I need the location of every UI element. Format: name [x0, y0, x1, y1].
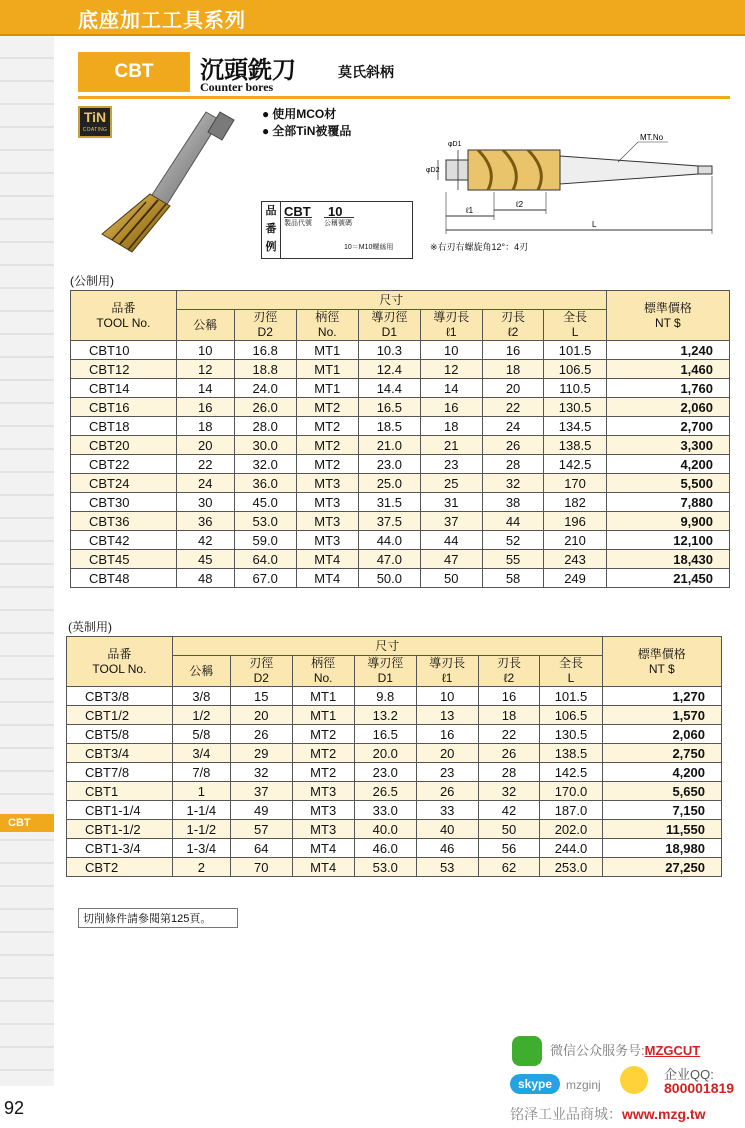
tool-no-cell: CBT10 — [71, 341, 177, 360]
spec-cell: 182 — [544, 493, 606, 512]
l2-label: ℓ2 — [516, 200, 524, 209]
spec-cell: 26.0 — [234, 398, 296, 417]
tool-no-header: 品番 TOOL No. — [71, 291, 177, 341]
spec-cell: 32 — [482, 474, 544, 493]
side-index-strip — [0, 36, 54, 1086]
spec-cell: 59.0 — [234, 531, 296, 550]
spec-cell: 22 — [482, 398, 544, 417]
price-cell: 1,240 — [606, 341, 729, 360]
spec-cell: 23.0 — [354, 763, 416, 782]
product-title: 沉頭銑刀 — [200, 57, 296, 84]
part-code-example — [261, 201, 413, 259]
tool-no-cell: CBT16 — [71, 398, 177, 417]
spec-cell: 18 — [420, 417, 482, 436]
spec-cell: 33 — [416, 801, 478, 820]
tool-no-cell: CBT30 — [71, 493, 177, 512]
column-header: 柄徑 No. — [292, 656, 354, 687]
table-row — [67, 839, 722, 858]
page-number: 92 — [4, 1098, 25, 1118]
spec-cell: MT3 — [296, 512, 358, 531]
column-header: 公稱 — [176, 310, 234, 341]
spec-cell: 196 — [544, 512, 606, 531]
table-row — [67, 763, 722, 782]
table-row — [71, 474, 730, 493]
qq-label: 企业QQ: — [664, 1067, 714, 1082]
tool-no-cell: CBT18 — [71, 417, 177, 436]
table-row — [71, 398, 730, 417]
spec-cell: 45 — [176, 550, 234, 569]
feature-item: ● 全部TiN被覆品 — [262, 123, 351, 140]
code-part-2-caption: 公稱號碼 — [324, 220, 352, 227]
column-header: 刃徑 D2 — [230, 656, 292, 687]
tool-no-cell: CBT5/8 — [67, 725, 173, 744]
spec-cell: 14.4 — [358, 379, 420, 398]
spec-cell: 142.5 — [544, 455, 606, 474]
table-row — [71, 341, 730, 360]
price-cell: 4,200 — [602, 763, 721, 782]
spec-cell: 253.0 — [540, 858, 602, 877]
price-cell: 4,200 — [606, 455, 729, 474]
column-header: 導刃徑 D1 — [354, 656, 416, 687]
price-cell: 2,750 — [602, 744, 721, 763]
spec-cell: 31.5 — [358, 493, 420, 512]
spec-cell: 26 — [230, 725, 292, 744]
spec-cell: 16.8 — [234, 341, 296, 360]
table-row — [71, 455, 730, 474]
tool-no-cell: CBT3/4 — [67, 744, 173, 763]
spec-cell: 134.5 — [544, 417, 606, 436]
table-row — [67, 801, 722, 820]
spec-cell: 50 — [478, 820, 540, 839]
product-subtitle: 莫氏斜柄 — [338, 64, 394, 80]
spec-cell: 32 — [478, 782, 540, 801]
spec-cell: 57 — [230, 820, 292, 839]
spec-cell: 25 — [420, 474, 482, 493]
column-header: 刃長 ℓ2 — [478, 656, 540, 687]
price-cell: 1,760 — [606, 379, 729, 398]
wechat-icon — [512, 1036, 542, 1066]
spec-cell: 30 — [176, 493, 234, 512]
table-row — [71, 493, 730, 512]
spec-cell: MT1 — [292, 706, 354, 725]
feature-item: ● 使用MCO材 — [262, 106, 351, 123]
spec-cell: 28 — [482, 455, 544, 474]
tool-no-cell: CBT42 — [71, 531, 177, 550]
spec-cell: 49 — [230, 801, 292, 820]
mall-watermark: 铭泽工业品商城：www.mzg.tw — [510, 1106, 706, 1122]
spec-cell: MT3 — [292, 782, 354, 801]
tin-coating-logo: TiN COATING — [78, 106, 112, 138]
spec-cell: 47 — [420, 550, 482, 569]
spec-cell: 106.5 — [544, 360, 606, 379]
column-header: 全長 L — [544, 310, 606, 341]
price-cell: 12,100 — [606, 531, 729, 550]
spec-cell: 32 — [230, 763, 292, 782]
wechat-watermark: 微信公众服务号:MZGCUT — [550, 1043, 701, 1058]
spec-cell: 16 — [416, 725, 478, 744]
table-row — [67, 687, 722, 706]
spec-cell: MT1 — [296, 360, 358, 379]
spec-cell: 16 — [482, 341, 544, 360]
spec-cell: MT2 — [296, 398, 358, 417]
spec-cell: 58 — [482, 569, 544, 588]
tool-no-cell: CBT24 — [71, 474, 177, 493]
spec-cell: 44 — [482, 512, 544, 531]
spec-cell: 18.8 — [234, 360, 296, 379]
spec-cell: MT2 — [292, 725, 354, 744]
spec-cell: 15 — [230, 687, 292, 706]
d2-label: φD2 — [426, 167, 440, 174]
spec-cell: 3/8 — [172, 687, 230, 706]
price-cell: 7,150 — [602, 801, 721, 820]
cutting-conditions-note: 切削條件請參閱第125頁。 — [78, 908, 238, 928]
spec-cell: 20 — [416, 744, 478, 763]
spec-cell: 187.0 — [540, 801, 602, 820]
spec-cell: MT3 — [296, 493, 358, 512]
spec-cell: 16 — [478, 687, 540, 706]
spec-cell: MT1 — [296, 341, 358, 360]
spec-cell: 14 — [176, 379, 234, 398]
spec-cell: MT3 — [296, 531, 358, 550]
column-header: 刃徑 D2 — [234, 310, 296, 341]
spec-cell: 50.0 — [358, 569, 420, 588]
table-row — [71, 379, 730, 398]
price-cell: 21,450 — [606, 569, 729, 588]
spec-cell: 20 — [230, 706, 292, 725]
spec-cell: 50 — [420, 569, 482, 588]
spec-cell: 52 — [482, 531, 544, 550]
spec-cell: 18 — [482, 360, 544, 379]
price-cell: 7,880 — [606, 493, 729, 512]
spec-cell: 22 — [176, 455, 234, 474]
code-part-1-caption: 製品代號 — [284, 220, 312, 227]
spec-cell: MT4 — [296, 569, 358, 588]
tool-no-cell: CBT1-1/4 — [67, 801, 173, 820]
spec-cell: 9.8 — [354, 687, 416, 706]
price-cell: 1,460 — [606, 360, 729, 379]
spec-cell: 20 — [482, 379, 544, 398]
spec-cell: 3/4 — [172, 744, 230, 763]
spec-cell: 23 — [416, 763, 478, 782]
product-title-en: Counter bores — [200, 80, 274, 94]
price-cell: 18,430 — [606, 550, 729, 569]
spec-cell: 70 — [230, 858, 292, 877]
spec-cell: 210 — [544, 531, 606, 550]
spec-cell: 243 — [544, 550, 606, 569]
table-row — [67, 744, 722, 763]
counterbore-tool-image — [88, 106, 248, 256]
spec-cell: 28 — [478, 763, 540, 782]
spec-cell: 26 — [482, 436, 544, 455]
spec-cell: 106.5 — [540, 706, 602, 725]
spec-cell: 36 — [176, 512, 234, 531]
spec-cell: 45.0 — [234, 493, 296, 512]
size-header: 尺寸 — [176, 291, 606, 310]
spec-cell: MT4 — [292, 858, 354, 877]
spec-cell: 37 — [230, 782, 292, 801]
imperial-section-label: (英制用) — [68, 620, 112, 634]
tool-no-cell: CBT1-3/4 — [67, 839, 173, 858]
spec-cell: 23 — [420, 455, 482, 474]
spec-cell: 10 — [176, 341, 234, 360]
spec-cell: 13.2 — [354, 706, 416, 725]
spec-cell: 10 — [420, 341, 482, 360]
skype-id: mzginj — [566, 1078, 601, 1092]
qq-number: 800001819 — [664, 1080, 735, 1096]
spec-cell: 53.0 — [354, 858, 416, 877]
spec-cell: 244.0 — [540, 839, 602, 858]
spec-cell: 202.0 — [540, 820, 602, 839]
size-header: 尺寸 — [172, 637, 602, 656]
code-example-label: 品 番 例 — [262, 202, 281, 258]
spec-cell: MT4 — [292, 839, 354, 858]
spiral-note: ※右刃右螺旋角12°：4刃 — [430, 242, 529, 252]
table-row — [71, 436, 730, 455]
spec-cell: 130.5 — [540, 725, 602, 744]
spec-cell: MT3 — [292, 820, 354, 839]
spec-cell: 18 — [478, 706, 540, 725]
spec-cell: 33.0 — [354, 801, 416, 820]
spec-cell: 1-3/4 — [172, 839, 230, 858]
tool-no-cell: CBT1 — [67, 782, 173, 801]
d1-label: φD1 — [448, 141, 462, 148]
title-rule — [78, 96, 730, 99]
spec-cell: MT3 — [296, 474, 358, 493]
table-row — [67, 706, 722, 725]
spec-cell: 23.0 — [358, 455, 420, 474]
spec-cell: 48 — [176, 569, 234, 588]
table-row — [71, 531, 730, 550]
spec-cell: 53.0 — [234, 512, 296, 531]
spec-cell: 16.5 — [354, 725, 416, 744]
spec-cell: 101.5 — [544, 341, 606, 360]
imperial-spec-table — [66, 636, 722, 877]
tool-no-cell: CBT1-1/2 — [67, 820, 173, 839]
price-cell: 5,650 — [602, 782, 721, 801]
spec-cell: 1 — [172, 782, 230, 801]
spec-cell: 1-1/4 — [172, 801, 230, 820]
spec-cell: 46 — [416, 839, 478, 858]
spec-cell: 67.0 — [234, 569, 296, 588]
dimension-drawing — [418, 132, 723, 237]
spec-cell: 16 — [176, 398, 234, 417]
spec-cell: 40.0 — [354, 820, 416, 839]
spec-cell: MT2 — [296, 417, 358, 436]
column-header: 柄徑 No. — [296, 310, 358, 341]
code-part-2: 10 — [328, 204, 343, 219]
spec-cell: 55 — [482, 550, 544, 569]
price-header: 標準價格 NT $ — [602, 637, 721, 687]
spec-cell: 138.5 — [544, 436, 606, 455]
side-tab-cbt[interactable]: CBT — [0, 814, 54, 832]
spec-cell: 42 — [176, 531, 234, 550]
spec-cell: 24 — [482, 417, 544, 436]
column-header: 刃長 ℓ2 — [482, 310, 544, 341]
wechat-id: MZGCUT — [644, 1043, 701, 1058]
spec-cell: 12.4 — [358, 360, 420, 379]
spec-cell: 13 — [416, 706, 478, 725]
tool-no-cell: CBT2 — [67, 858, 173, 877]
spec-cell: 30.0 — [234, 436, 296, 455]
spec-cell: 46.0 — [354, 839, 416, 858]
spec-cell: 170.0 — [540, 782, 602, 801]
spec-cell: 56 — [478, 839, 540, 858]
tool-no-cell: CBT1/2 — [67, 706, 173, 725]
qq-icon — [620, 1066, 648, 1094]
table-row — [71, 417, 730, 436]
table-row — [71, 569, 730, 588]
table-row — [71, 550, 730, 569]
spec-cell: 53 — [416, 858, 478, 877]
spec-cell: 32.0 — [234, 455, 296, 474]
price-cell: 27,250 — [602, 858, 721, 877]
spec-cell: 20.0 — [354, 744, 416, 763]
table-row — [67, 725, 722, 744]
column-header: 導刃長 ℓ1 — [420, 310, 482, 341]
spec-cell: 101.5 — [540, 687, 602, 706]
tool-no-cell: CBT20 — [71, 436, 177, 455]
tool-no-cell: CBT48 — [71, 569, 177, 588]
spec-cell: 24 — [176, 474, 234, 493]
tool-no-header: 品番 TOOL No. — [67, 637, 173, 687]
spec-cell: 64 — [230, 839, 292, 858]
spec-cell: 18.5 — [358, 417, 420, 436]
spec-cell: 18 — [176, 417, 234, 436]
tool-no-cell: CBT3/8 — [67, 687, 173, 706]
column-header: 導刃徑 D1 — [358, 310, 420, 341]
tool-no-cell: CBT12 — [71, 360, 177, 379]
spec-cell: 12 — [176, 360, 234, 379]
price-cell: 2,060 — [602, 725, 721, 744]
spec-cell: MT4 — [296, 550, 358, 569]
table-row — [67, 820, 722, 839]
spec-cell: 44 — [420, 531, 482, 550]
spec-cell: 44.0 — [358, 531, 420, 550]
price-cell: 2,700 — [606, 417, 729, 436]
l1-label: ℓ1 — [466, 206, 474, 215]
price-cell: 5,500 — [606, 474, 729, 493]
spec-cell: 21 — [420, 436, 482, 455]
mt-no-label: MT.No — [640, 133, 664, 142]
skype-icon: skype — [510, 1074, 560, 1094]
code-example-note: 10＝M10螺絲用 — [344, 244, 394, 251]
price-header: 標準價格 NT $ — [606, 291, 729, 341]
spec-cell: MT2 — [296, 436, 358, 455]
spec-cell: 29 — [230, 744, 292, 763]
spec-cell: 37 — [420, 512, 482, 531]
table-row — [71, 512, 730, 531]
spec-cell: 10 — [416, 687, 478, 706]
spec-cell: 16 — [420, 398, 482, 417]
column-header: 全長 L — [540, 656, 602, 687]
header-rule — [0, 34, 745, 36]
spec-cell: 38 — [482, 493, 544, 512]
spec-cell: 26 — [478, 744, 540, 763]
table-row — [67, 858, 722, 877]
spec-cell: 47.0 — [358, 550, 420, 569]
code-part-1: CBT — [284, 204, 311, 219]
spec-cell: 20 — [176, 436, 234, 455]
price-cell: 3,300 — [606, 436, 729, 455]
spec-cell: MT1 — [296, 379, 358, 398]
tool-no-cell: CBT7/8 — [67, 763, 173, 782]
spec-cell: MT1 — [292, 687, 354, 706]
spec-cell: 1/2 — [172, 706, 230, 725]
spec-cell: 42 — [478, 801, 540, 820]
series-header-bar — [0, 0, 745, 34]
mall-url[interactable]: www.mzg.tw — [622, 1106, 706, 1122]
column-header: 導刃長 ℓ1 — [416, 656, 478, 687]
tool-no-cell: CBT36 — [71, 512, 177, 531]
spec-cell: 14 — [420, 379, 482, 398]
spec-cell: 64.0 — [234, 550, 296, 569]
spec-cell: 26.5 — [354, 782, 416, 801]
spec-cell: MT2 — [292, 763, 354, 782]
tool-no-cell: CBT14 — [71, 379, 177, 398]
spec-cell: 12 — [420, 360, 482, 379]
spec-cell: 22 — [478, 725, 540, 744]
spec-cell: MT2 — [296, 455, 358, 474]
metric-section-label: (公制用) — [70, 274, 114, 288]
spec-cell: 36.0 — [234, 474, 296, 493]
spec-cell: MT3 — [292, 801, 354, 820]
spec-cell: 25.0 — [358, 474, 420, 493]
spec-cell: 2 — [172, 858, 230, 877]
table-row — [67, 782, 722, 801]
price-cell: 11,550 — [602, 820, 721, 839]
metric-spec-table — [70, 290, 730, 588]
price-cell: 1,270 — [602, 687, 721, 706]
tool-no-cell: CBT22 — [71, 455, 177, 474]
series-title: 底座加工工具系列 — [78, 10, 246, 32]
spec-cell: 130.5 — [544, 398, 606, 417]
spec-cell: 16.5 — [358, 398, 420, 417]
price-cell: 1,570 — [602, 706, 721, 725]
spec-cell: MT2 — [292, 744, 354, 763]
spec-cell: 37.5 — [358, 512, 420, 531]
tool-no-cell: CBT45 — [71, 550, 177, 569]
price-cell: 9,900 — [606, 512, 729, 531]
spec-cell: 31 — [420, 493, 482, 512]
spec-cell: 5/8 — [172, 725, 230, 744]
product-code-badge: CBT — [78, 52, 190, 92]
price-cell: 2,060 — [606, 398, 729, 417]
spec-cell: 1-1/2 — [172, 820, 230, 839]
spec-cell: 26 — [416, 782, 478, 801]
spec-cell: 21.0 — [358, 436, 420, 455]
spec-cell: 10.3 — [358, 341, 420, 360]
spec-cell: 170 — [544, 474, 606, 493]
price-cell: 18,980 — [602, 839, 721, 858]
table-row — [71, 360, 730, 379]
spec-cell: 142.5 — [540, 763, 602, 782]
spec-cell: 110.5 — [544, 379, 606, 398]
length-label: L — [592, 220, 597, 229]
spec-cell: 249 — [544, 569, 606, 588]
spec-cell: 138.5 — [540, 744, 602, 763]
spec-cell: 24.0 — [234, 379, 296, 398]
column-header: 公稱 — [172, 656, 230, 687]
spec-cell: 62 — [478, 858, 540, 877]
spec-cell: 40 — [416, 820, 478, 839]
feature-list — [262, 106, 351, 140]
spec-cell: 7/8 — [172, 763, 230, 782]
spec-cell: 28.0 — [234, 417, 296, 436]
